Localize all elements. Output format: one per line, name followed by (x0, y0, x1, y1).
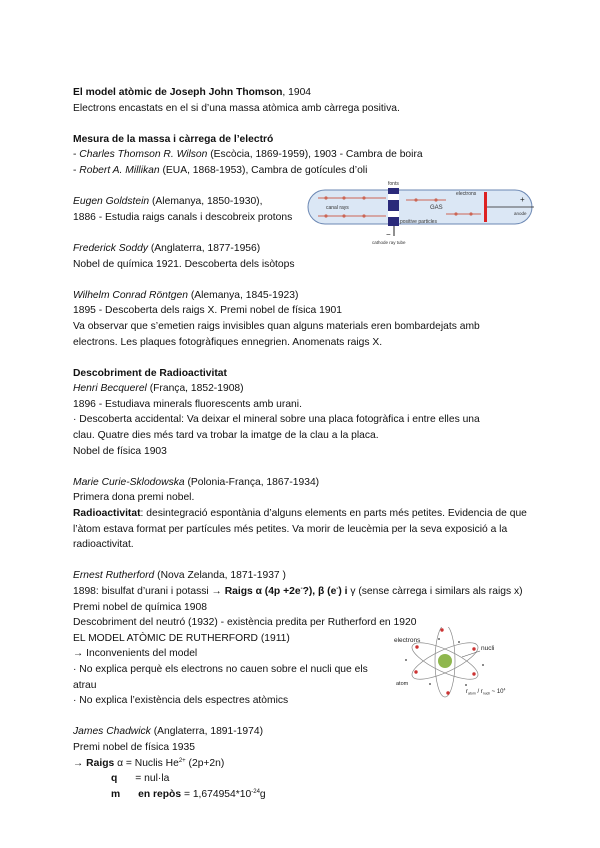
rutherford-nobel: Premi nobel de química 1908 (73, 601, 207, 613)
curie-definition: Radioactivitat: desintegració espontània d’alguns elements en parts més petites. Evidencia de que l’àtom estava format per partícules més petites. Va morir de leucèmia per la seva exposició a la radioactivitat. (73, 508, 527, 551)
rontgen-desc-2: Va observar que s’emetien raigs invisibles quan alguns materials eren bombardejats amb (73, 320, 480, 332)
becquerel-desc-2: · Descoberta accidental: Va deixar el mineral sobre una placa fotogràfica i entre elles una (73, 414, 480, 426)
goldstein-name: Eugen Goldstein (Alemanya, 1850-1930), (73, 196, 263, 208)
soddy-name: Frederick Soddy (Anglaterra, 1877-1956) (73, 242, 261, 254)
cathode-ray-tube-diagram (306, 178, 536, 246)
tube-top-label: fonts (388, 181, 399, 187)
becquerel-desc-4: Nobel de física 1903 (73, 445, 167, 457)
atom-electrons-label: electrons (394, 637, 421, 644)
chadwick-nobel: Premi nobel de física 1935 (73, 741, 195, 753)
rontgen-name: Wilhelm Conrad Röntgen (Alemanya, 1845-1923) (73, 289, 299, 301)
thomson-heading: El model atòmic de Joseph John Thomson, 1904 (73, 87, 312, 98)
chadwick-name: James Chadwick (Anglaterra, 1891-1974) (73, 726, 264, 738)
rutherford-atom-diagram (388, 627, 538, 699)
rontgen-desc-3: electrons. Les plaques fotogràfiques ennegrien. Anomenats raigs X. (73, 336, 383, 348)
rutherford-neutron: Descobriment del neutró (1932) - existència predita per Rutherford en 1920 (73, 617, 417, 629)
tube-anode-label: anode (514, 211, 527, 216)
atom-nucli-label: nucli (481, 645, 495, 652)
becquerel-desc-3: clau. Quatre dies més tard va trobar la imatge de la clau a la placa. (73, 430, 379, 442)
curie-name: Marie Curie-Sklodowska (Polonia-França, 1867-1934) (73, 476, 320, 488)
tube-bottom-label: cathode ray tube (372, 240, 406, 245)
goldstein-desc: 1886 - Estudia raigs canals i descobreix protons (73, 211, 293, 223)
curie-desc-1: Primera dona premi nobel. (73, 492, 195, 504)
rutherford-name: Ernest Rutherford (Nova Zelanda, 1871-1937 ) (73, 570, 286, 582)
millikan-line: - Robert A. Millikan (EUA, 1868-1953), Cambra de gotícules d’oli (73, 164, 368, 176)
radioactivitat-heading: Descobriment de Radioactivitat (73, 367, 227, 379)
rutherford-issue-1: · No explica perquè els electrons no cauen sobre el nucli que els atrau (73, 663, 368, 691)
tube-plus-sign: + (520, 195, 525, 204)
tube-mid-label: positive particles (400, 219, 437, 225)
becquerel-name: Henri Becquerel (França, 1852-1908) (73, 383, 244, 395)
rutherford-rays: 1898: bisulfat d’urani i potassi → Raigs α (4p +2e-?), β (e-) i γ (sense càrrega i similars als raigs x) (73, 586, 523, 597)
chadwick-rays: → Raigs α = Nuclis $He^{2+}$ (2p+2n) (73, 757, 225, 769)
tube-left-label: canal rays (326, 205, 349, 211)
soddy-desc: Nobel de química 1921. Descoberta dels isòtops (73, 258, 295, 270)
chadwick-mass: m en repòs = $1,674954*10^{-24}g$ (111, 788, 266, 800)
becquerel-desc-1: 1896 - Estudiava minerals fluorescents amb urani. (73, 398, 302, 410)
rutherford-model-title: EL MODEL ATÒMIC DE RUTHERFORD (1911) (73, 632, 290, 644)
mesura-heading: Mesura de la massa i càrrega de l’electró (73, 133, 274, 145)
chadwick-charge: q = nul·la (111, 773, 170, 785)
wilson-line: - Charles Thomson R. Wilson (Escòcia, 1869-1959), 1903 - Cambra de boira (73, 149, 423, 161)
atom-ratio-label: $r_{atom} / r_{nucli}$ ~ $10^4$ (466, 687, 506, 696)
rutherford-issue-2: · No explica l’existència dels espectres atòmics (73, 695, 289, 707)
tube-right-label: electrons (456, 191, 477, 197)
thomson-description: Electrons encastats en el si d’una massa atòmica amb càrrega positiva. (73, 102, 400, 114)
rontgen-desc-1: 1895 - Descoberta dels raigs X. Premi nobel de física 1901 (73, 305, 343, 317)
atom-label: atom (396, 681, 409, 687)
tube-gas-label: GAS (430, 205, 443, 211)
rutherford-issues-title: → Inconvenients del model (73, 648, 198, 660)
tube-minus-sign: − (386, 230, 391, 239)
